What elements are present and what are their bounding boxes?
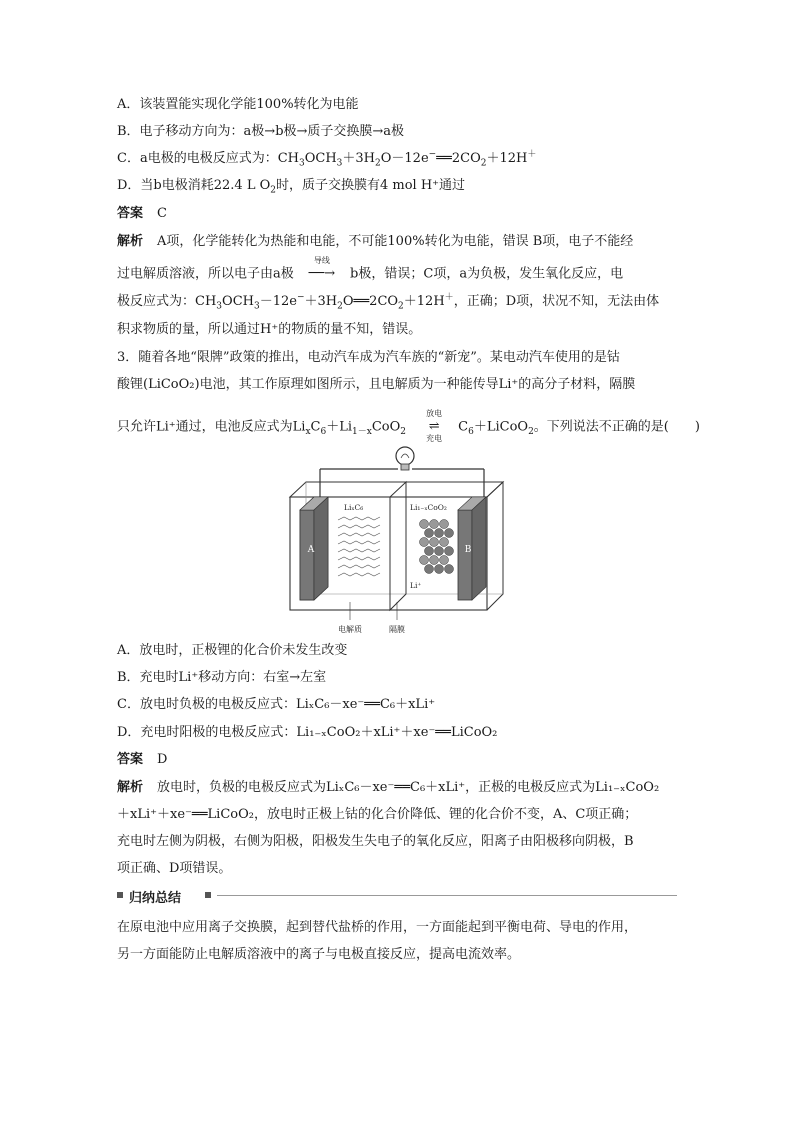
q3-stem-1: 3．随着各地“限牌”政策的推出，电动汽车成为汽车族的“新宠”。某电动汽车使用的是钴 xyxy=(117,350,620,365)
label-electrolyte: 电解质 xyxy=(338,625,362,634)
option-a: A．该装置能实现化学能100%转化为电能 xyxy=(117,97,359,112)
battery-diagram xyxy=(270,442,520,642)
option-d: D．当b电极消耗22.4 L $O_2$时，质子交换膜有4 mol H⁺通过 xyxy=(117,178,466,196)
q3-option-d: D．充电时阳极的电极反应式：Li₁₋ₓCoO₂＋xLi⁺＋xe⁻══LiCoO₂ xyxy=(117,725,498,740)
option-c: C．a电极的电极反应式为：$CH_3OCH_3+3H_2O-12e^-══2CO_2+12H^+$ xyxy=(117,149,537,169)
q3-analysis-line-4: 项正确、D项错误。 xyxy=(117,861,232,876)
discharge-label: 放电 xyxy=(426,409,443,418)
label-li-ion: Li⁺ xyxy=(410,581,422,590)
analysis-label: 解析 xyxy=(117,234,144,249)
q3-analysis-line-2: ＋xLi⁺＋xe⁻══LiCoO₂，放电时正极上钴的化合价降低、锂的化合价不变，A、C项正确； xyxy=(117,807,638,822)
option-d-suffix: 时，质子交换膜有4 mol H⁺通过 xyxy=(275,178,466,193)
analysis-text-2a: 过电解质溶液，所以电子由a极 xyxy=(117,266,294,282)
q3-stem-3-prefix: 只允许Li⁺通过，电池反应式为Li xyxy=(117,419,306,435)
q3-analysis-label: 解析 xyxy=(117,780,144,795)
q3-stem-3-suffix: 。下列说法不正确的是( ) xyxy=(533,419,700,435)
section-bullet-icon-2 xyxy=(205,892,211,898)
analysis-line-3: 极反应式为：$CH_3OCH_3-12e^-+3H_2O══2CO_2+12H^+$，正确；D项，状况不知，无法由体 xyxy=(117,292,660,312)
analysis-line-1 xyxy=(117,233,633,251)
q3-answer-row xyxy=(117,751,167,769)
analysis-text-3a: 极反应式为：CH xyxy=(117,294,217,309)
electrode-b xyxy=(458,497,486,600)
q3-analysis-line-3: 充电时左侧为阴极，右侧为阳极，阳极发生失电子的氧化反应，阳离子由阳极移向阴极，B xyxy=(117,834,634,849)
q3-stem-2: 酸锂(LiCoO₂)电池，其工作原理如图所示，且电解质为一种能传导Li⁺的高分子材料，隔膜 xyxy=(117,377,636,392)
option-b: B．电子移动方向为：a极→b极→质子交换膜→a极 xyxy=(117,124,405,139)
wire-arrow-label: 导线 xyxy=(313,256,330,265)
q3-analysis-line-1 xyxy=(117,779,659,797)
summary-title: 归纳总结 xyxy=(129,891,182,906)
wire-arrow: 导线 ──→ xyxy=(298,265,346,283)
option-c-prefix: C．a电极的电极反应式为：CH xyxy=(117,151,299,166)
label-membrane: 隔膜 xyxy=(389,625,405,634)
q3-option-c: C．放电时负极的电极反应式：LiₓC₆－xe⁻══C₆＋xLi⁺ xyxy=(117,697,436,712)
q3-answer-label: 答案 xyxy=(117,752,144,767)
q3-answer-value: D xyxy=(157,752,168,767)
analysis-text-1: A项，化学能转化为热能和电能，不可能100%转化为电能，错误 B项，电子不能经 xyxy=(157,234,634,249)
analysis-text-3b: ，正确；D项，状况不知，无法由体 xyxy=(453,294,660,309)
answer-row xyxy=(117,205,167,223)
q3-analysis-text-1: 放电时，负极的电极反应式为LiₓC₆－xe⁻══C₆＋xLi⁺，正极的电极反应式为Li₁₋ₓCoO₂ xyxy=(157,780,660,795)
section-divider xyxy=(217,895,677,896)
answer-label: 答案 xyxy=(117,206,144,221)
label-li1-xcoo2: Li₁₋ₓCoO₂ xyxy=(410,503,447,512)
cobalt-oxide-lattice xyxy=(420,520,454,574)
q3-stem-3: 只允许Li⁺通过，电池反应式为$Li_xC_6+Li_{1-x}CoO_2$ 放电 ⇌ 充电 $C_6+LiCoO_2$。下列说法不正确的是( ) xyxy=(117,418,700,437)
light-bulb-icon xyxy=(396,447,414,470)
summary-header xyxy=(117,886,677,906)
answer-value: C xyxy=(157,206,167,221)
option-d-prefix: D．当b电极消耗22.4 L O xyxy=(117,178,271,193)
analysis-line-4: 积求物质的量，所以通过H⁺的物质的量不知，错误。 xyxy=(117,322,422,337)
label-lixc6: LiₓC₆ xyxy=(344,503,364,512)
summary-line-2: 另一方面能防止电解质溶液中的离子与电极直接反应，提高电流效率。 xyxy=(117,947,521,962)
reversible-arrow: 放电 ⇌ 充电 xyxy=(410,418,458,436)
q3-option-b: B．充电时Li⁺移动方向：右室→左室 xyxy=(117,670,327,685)
electrode-b-label: B xyxy=(464,545,472,555)
analysis-text-2b: b极，错误；C项，a为负极，发生氧化反应，电 xyxy=(350,266,624,282)
q3-option-a: A．放电时，正极锂的化合价未发生改变 xyxy=(117,643,348,658)
graphite-layers xyxy=(338,517,380,576)
analysis-line-2 xyxy=(117,256,624,284)
summary-line-1: 在原电池中应用离子交换膜，起到替代盐桥的作用，一方面能起到平衡电荷、导电的作用， xyxy=(117,920,638,935)
electrode-a-label: A xyxy=(307,545,315,555)
section-bullet-icon xyxy=(117,892,123,898)
charge-label: 充电 xyxy=(426,434,443,443)
